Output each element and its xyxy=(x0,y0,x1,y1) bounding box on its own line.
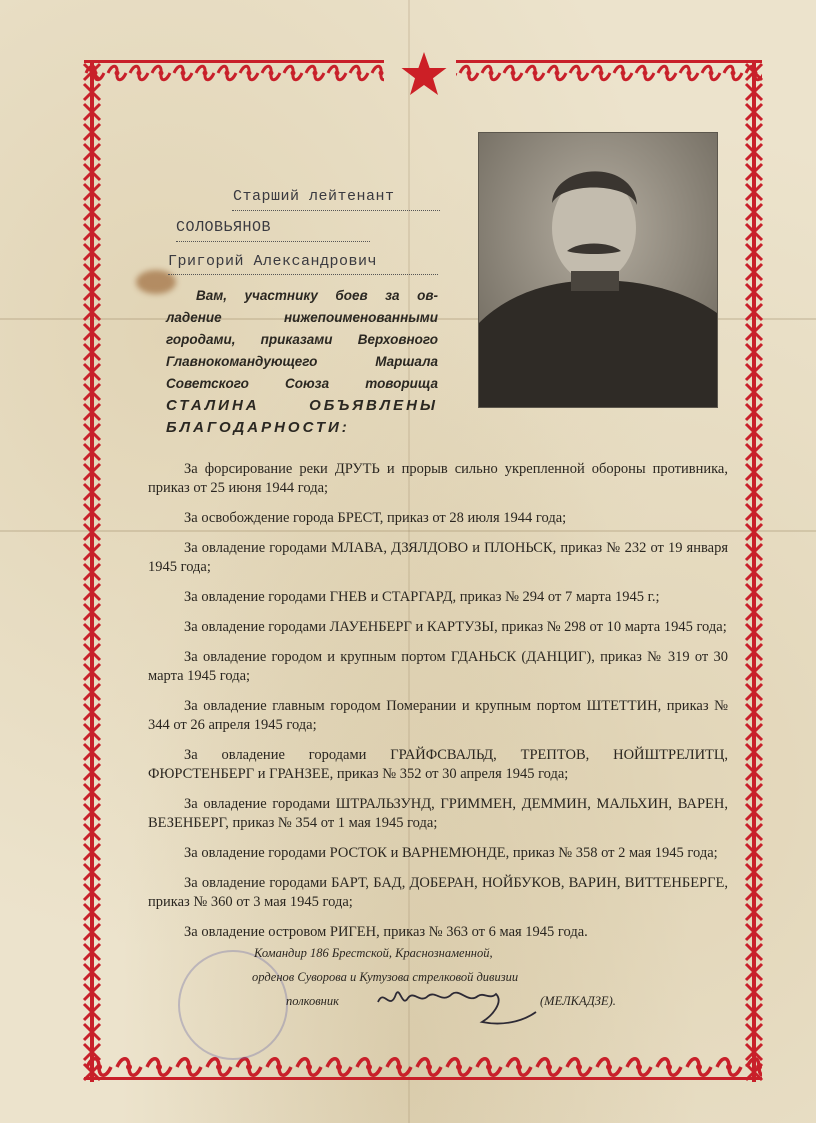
underline xyxy=(168,274,438,275)
order-item: За овладение городами ГРАЙФСВАЛЬД, ТРЕПТОВ, НОЙШТРЕЛИТЦ, ФЮРСТЕНБЕРГ и ГРАНЗЕЕ, приказ № 352 от 30 апреля 1945 года; xyxy=(148,747,728,782)
underline xyxy=(232,210,440,211)
commander-rank: полковник xyxy=(286,994,339,1008)
intro-bold-line: СТАЛИНА ОБЪЯВЛЕНЫ xyxy=(166,397,438,414)
ornament-border-right xyxy=(742,62,766,1082)
commander-name: (МЕЛКАДЗЕ). xyxy=(540,994,616,1008)
intro-line: городами, приказами Верховного xyxy=(166,332,438,347)
intro-line: Советского Союза товорища xyxy=(166,376,438,391)
official-seal xyxy=(178,950,288,1060)
ornament-border-left xyxy=(80,62,104,1082)
recipient-surname: СОЛОВЬЯНОВ xyxy=(176,219,272,236)
intro-bold-line: БЛАГОДАРНОСТИ: xyxy=(166,419,350,436)
intro-paragraph xyxy=(166,285,438,439)
portrait-figure xyxy=(479,133,717,407)
orders-list xyxy=(148,460,728,953)
recipient-rank: Старший лейтенант xyxy=(233,188,395,205)
handwritten-signature xyxy=(372,982,542,1030)
intro-line: Главнокомандующего Маршала xyxy=(166,354,438,369)
recipient-name: Григорий Александрович xyxy=(168,253,378,270)
order-item: За овладение городами РОСТОК и ВАРНЕМЮНДЕ, приказ № 358 от 2 мая 1945 года; xyxy=(184,845,718,861)
underline xyxy=(176,241,370,242)
division-line: орденов Суворова и Кутузова стрелковой дивизии xyxy=(252,970,519,984)
order-item: За овладение городами ГНЕВ и СТАРГАРД, приказ № 294 от 7 марта 1945 г.; xyxy=(184,589,660,605)
intro-line: Вам, участнику боев за ов- xyxy=(196,288,438,303)
intro-line: ладение нижепоименованными xyxy=(166,310,438,325)
order-item: За освобождение города БРЕСТ, приказ от 28 июля 1944 года; xyxy=(184,510,567,526)
order-item: За овладение городами БАРТ, БАД, ДОБЕРАН, НОЙБУКОВ, ВАРИН, ВИТТЕНБЕРГЕ, приказ № 360 от 3 мая 1945 года; xyxy=(148,875,728,910)
order-item: За овладение городами ЛАУЕНБЕРГ и КАРТУЗЫ, приказ № 298 от 10 марта 1945 года; xyxy=(184,619,727,635)
order-item: За овладение городами МЛАВА, ДЗЯЛДОВО и ПЛОНЬСК, приказ № 232 от 19 января 1945 года; xyxy=(148,540,728,575)
red-star-icon xyxy=(400,50,448,98)
ornament-border-bottom xyxy=(84,1054,762,1080)
order-item: За овладение городами ШТРАЛЬЗУНД, ГРИММЕН, ДЕММИН, МАЛЬХИН, ВАРЕН, ВЕЗЕНБЕРГ, приказ № 354 от 1 мая 1945 года; xyxy=(148,796,728,831)
order-item: За овладение островом РИГЕН, приказ № 363 от 6 мая 1945 года. xyxy=(184,924,588,940)
order-item: За форсирование реки ДРУТЬ и прорыв сильно укрепленной обороны противника, приказ от 25 июня 1944 года; xyxy=(148,461,728,496)
order-item: За овладение городом и крупным портом ГДАНЬСК (ДАНЦИГ), приказ № 319 от 30 марта 1945 года; xyxy=(148,649,728,684)
order-item: За овладение главным городом Померании и крупным портом ШТЕТТИН, приказ № 344 от 26 апреля 1945 года; xyxy=(148,698,728,733)
commander-line: Командир 186 Брестской, Краснознаменной, xyxy=(254,946,493,960)
portrait-photo xyxy=(478,132,718,408)
